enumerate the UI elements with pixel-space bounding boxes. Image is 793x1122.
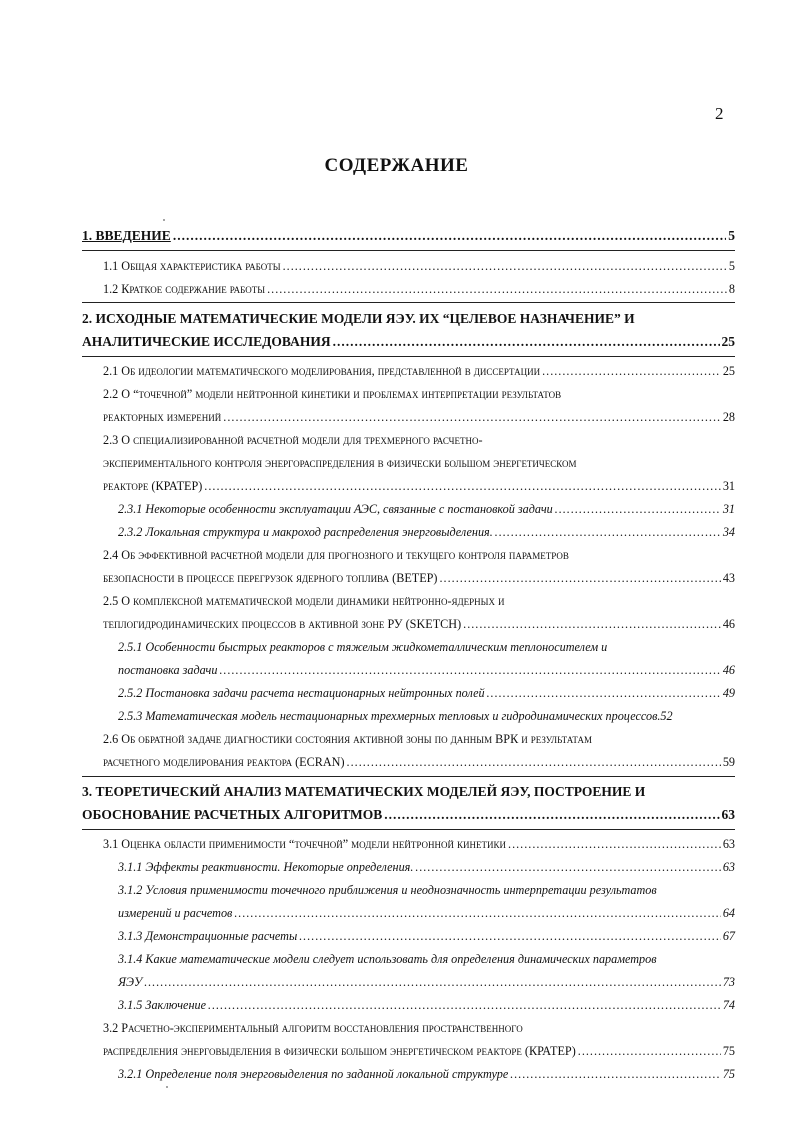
toc-entry-page: 64 [722, 906, 735, 920]
toc-entry-text: 2.3.1 Некоторые особенности эксплуатации АЭС, связанные с постановкой задачи [118, 502, 553, 516]
toc-entry-page: 46 [722, 663, 735, 677]
scan-speck [163, 219, 165, 221]
toc-entry-text: измерений и расчетов [118, 906, 233, 920]
toc-entry-page: 74 [722, 998, 735, 1012]
toc-entry-3-1-1[interactable] [118, 860, 735, 875]
toc-entry-3-2-line1[interactable]: 3.2 Расчетно-экспериментальный алгоритм восстановления пространственного [103, 1021, 523, 1035]
toc-entry-2-6-line1[interactable]: 2.6 Об обратной задаче диагностики состояния активной зоны по данным ВРК и результатам [103, 732, 592, 746]
toc-entry-2-1[interactable] [103, 364, 735, 379]
toc-entry-text: расчетного моделирования реактора (ECRAN) [103, 755, 345, 769]
toc-entry-page: 75 [722, 1067, 735, 1081]
toc-entry-text: распределения энерговыделения в физически большом энергетическом реакторе (КРАТЕР) [103, 1044, 576, 1058]
toc-entry-1[interactable] [82, 228, 735, 244]
toc-entry-2-5-3[interactable] [118, 709, 735, 724]
toc-entry-3-2-1[interactable] [118, 1067, 735, 1082]
toc-entry-text: реакторе (КРАТЕР) [103, 479, 203, 493]
toc-entry-text: 3.1.1 Эффекты реактивности. Некоторые определения. [118, 860, 414, 874]
toc-entry-text: ЯЭУ [118, 975, 143, 989]
toc-entry-2-5-1-line1[interactable]: 2.5.1 Особенности быстрых реакторов с тяжелым жидкометаллическим теплоносителем и [118, 640, 608, 654]
toc-entry-2-4-line1[interactable]: 2.4 Об эффективной расчетной модели для прогнозного и текущего контроля параметров [103, 548, 569, 562]
toc-entry-2[interactable] [82, 334, 735, 350]
toc-entry-3-line1[interactable]: 3. ТЕОРЕТИЧЕСКИЙ АНАЛИЗ МАТЕМАТИЧЕСКИХ МОДЕЛЕЙ ЯЭУ, ПОСТРОЕНИЕ И [82, 784, 646, 799]
toc-entry-1-2[interactable] [103, 282, 735, 297]
toc-entry-2-3-line2[interactable]: экспериментального контроля энергораспределения в физически большом энергетическом [103, 456, 577, 470]
section-divider [82, 302, 735, 303]
toc-entry-page: 75 [722, 1044, 735, 1058]
toc-entry-page: 5 [728, 259, 735, 273]
toc-entry-2-5-2[interactable] [118, 686, 735, 701]
toc-entry-3-1-4-line1[interactable]: 3.1.4 Какие математические модели следует использовать для определения динамических параметров [118, 952, 657, 966]
toc-entry-text: 3.1.5 Заключение [118, 998, 207, 1012]
toc-entry-page: 63 [722, 860, 735, 874]
toc-entry-page: 31 [722, 479, 735, 493]
toc-entry-page: 25 [721, 334, 735, 349]
toc-entry-page: 28 [722, 410, 735, 424]
toc-entry-3[interactable] [82, 807, 735, 823]
page-title: СОДЕРЖАНИЕ [324, 155, 469, 176]
toc-entry-page: 59 [722, 755, 735, 769]
toc-entry-2-5-line1[interactable]: 2.5 О комплексной математической модели динамики нейтронно-ядерных и [103, 594, 505, 608]
toc-entry-text: 3.1 Оценка области применимости “точечной” модели нейтронной кинетики [103, 837, 507, 851]
toc-entry-page: 5 [728, 228, 735, 243]
toc-entry-text: 1.2 Краткое содержание работы [103, 282, 266, 296]
page-number: 2 [715, 104, 724, 123]
toc-entry-3-1[interactable] [103, 837, 735, 852]
toc-entry-3-1-2[interactable] [118, 906, 735, 921]
toc-entry-text: АНАЛИТИЧЕСКИЕ ИССЛЕДОВАНИЯ [82, 334, 331, 349]
section-divider [82, 250, 735, 251]
toc-entry-text: 1.1 Общая характеристика работы [103, 259, 281, 273]
toc-entry-3-1-2-line1[interactable]: 3.1.2 Условия применимости точечного приближения и неоднозначность интерпретации результатов [118, 883, 657, 897]
toc-entry-2-2[interactable] [103, 410, 735, 425]
scan-speck [166, 1086, 168, 1088]
toc-entry-page: 31 [722, 502, 735, 516]
section-divider [82, 776, 735, 777]
toc-entry-page: 34 [722, 525, 735, 539]
toc-entry-page: 46 [722, 617, 735, 631]
toc-entry-text: реакторных измерений [103, 410, 222, 424]
toc-entry-text: 2.3.2 Локальная структура и макроход распределения энерговыделения. [118, 525, 493, 539]
section-divider [82, 356, 735, 357]
toc-entry-page: 73 [722, 975, 735, 989]
toc-entry-text: безопасности в процессе перегрузок ядерного топлива (ВЕТЕР) [103, 571, 438, 585]
toc-entry-page: 67 [722, 929, 735, 943]
toc-entry-text: 2.5.3 Математическая модель нестационарных трехмерных тепловых и гидродинамических процессов. [118, 709, 661, 723]
toc-entry-text: 3.2.1 Определение поля энерговыделения по заданной локальной структуре [118, 1067, 509, 1081]
toc-entry-text: постановка задачи [118, 663, 218, 677]
toc-entry-text: 2.5.2 Постановка задачи расчета нестационарных нейтронных полей [118, 686, 485, 700]
toc-entry-2-5-1[interactable] [118, 663, 735, 678]
toc-entry-page: 63 [721, 807, 735, 822]
toc-entry-page: 63 [722, 837, 735, 851]
toc-entry-page: 8 [728, 282, 735, 296]
toc-entry-2-line1[interactable]: 2. ИСХОДНЫЕ МАТЕМАТИЧЕСКИЕ МОДЕЛИ ЯЭУ. ИХ “ЦЕЛЕВОЕ НАЗНАЧЕНИЕ” И [82, 311, 635, 326]
toc-entry-page: 25 [722, 364, 735, 378]
toc-entry-2-3-line1[interactable]: 2.3 О специализированной расчетной модели для трехмерного расчетно- [103, 433, 483, 447]
toc-entry-text: 3.1.3 Демонстрационные расчеты [118, 929, 298, 943]
toc-entry-2-6[interactable] [103, 755, 735, 770]
toc-entry-3-1-3[interactable] [118, 929, 735, 944]
toc-entry-2-4[interactable] [103, 571, 735, 586]
section-divider [82, 829, 735, 830]
toc-entry-2-2-line1[interactable]: 2.2 О “точечной” модели нейтронной кинетики и проблемах интерпретации результатов [103, 387, 562, 401]
toc-entry-3-1-5[interactable] [118, 998, 735, 1013]
toc-entry-text: 1. ВВЕДЕНИЕ [82, 228, 171, 243]
toc-entry-3-1-4[interactable] [118, 975, 735, 990]
toc-entry-2-5[interactable] [103, 617, 735, 632]
toc-entry-page: 43 [722, 571, 735, 585]
toc-entry-page: 49 [722, 686, 735, 700]
toc-entry-text: ОБОСНОВАНИЕ РАСЧЕТНЫХ АЛГОРИТМОВ [82, 807, 383, 822]
toc-entry-1-1[interactable] [103, 259, 735, 274]
toc-entry-page: 52 [660, 709, 673, 723]
toc-entry-2-3-2[interactable] [118, 525, 735, 540]
toc-entry-text: теплогидродинамических процессов в активной зоне РУ (SKETCH) [103, 617, 462, 631]
toc-entry-text: 2.1 Об идеологии математического моделирования, представленной в диссертации [103, 364, 541, 378]
toc-entry-2-3-1[interactable] [118, 502, 735, 517]
toc-entry-2-3[interactable] [103, 479, 735, 494]
toc-entry-3-2[interactable] [103, 1044, 735, 1059]
